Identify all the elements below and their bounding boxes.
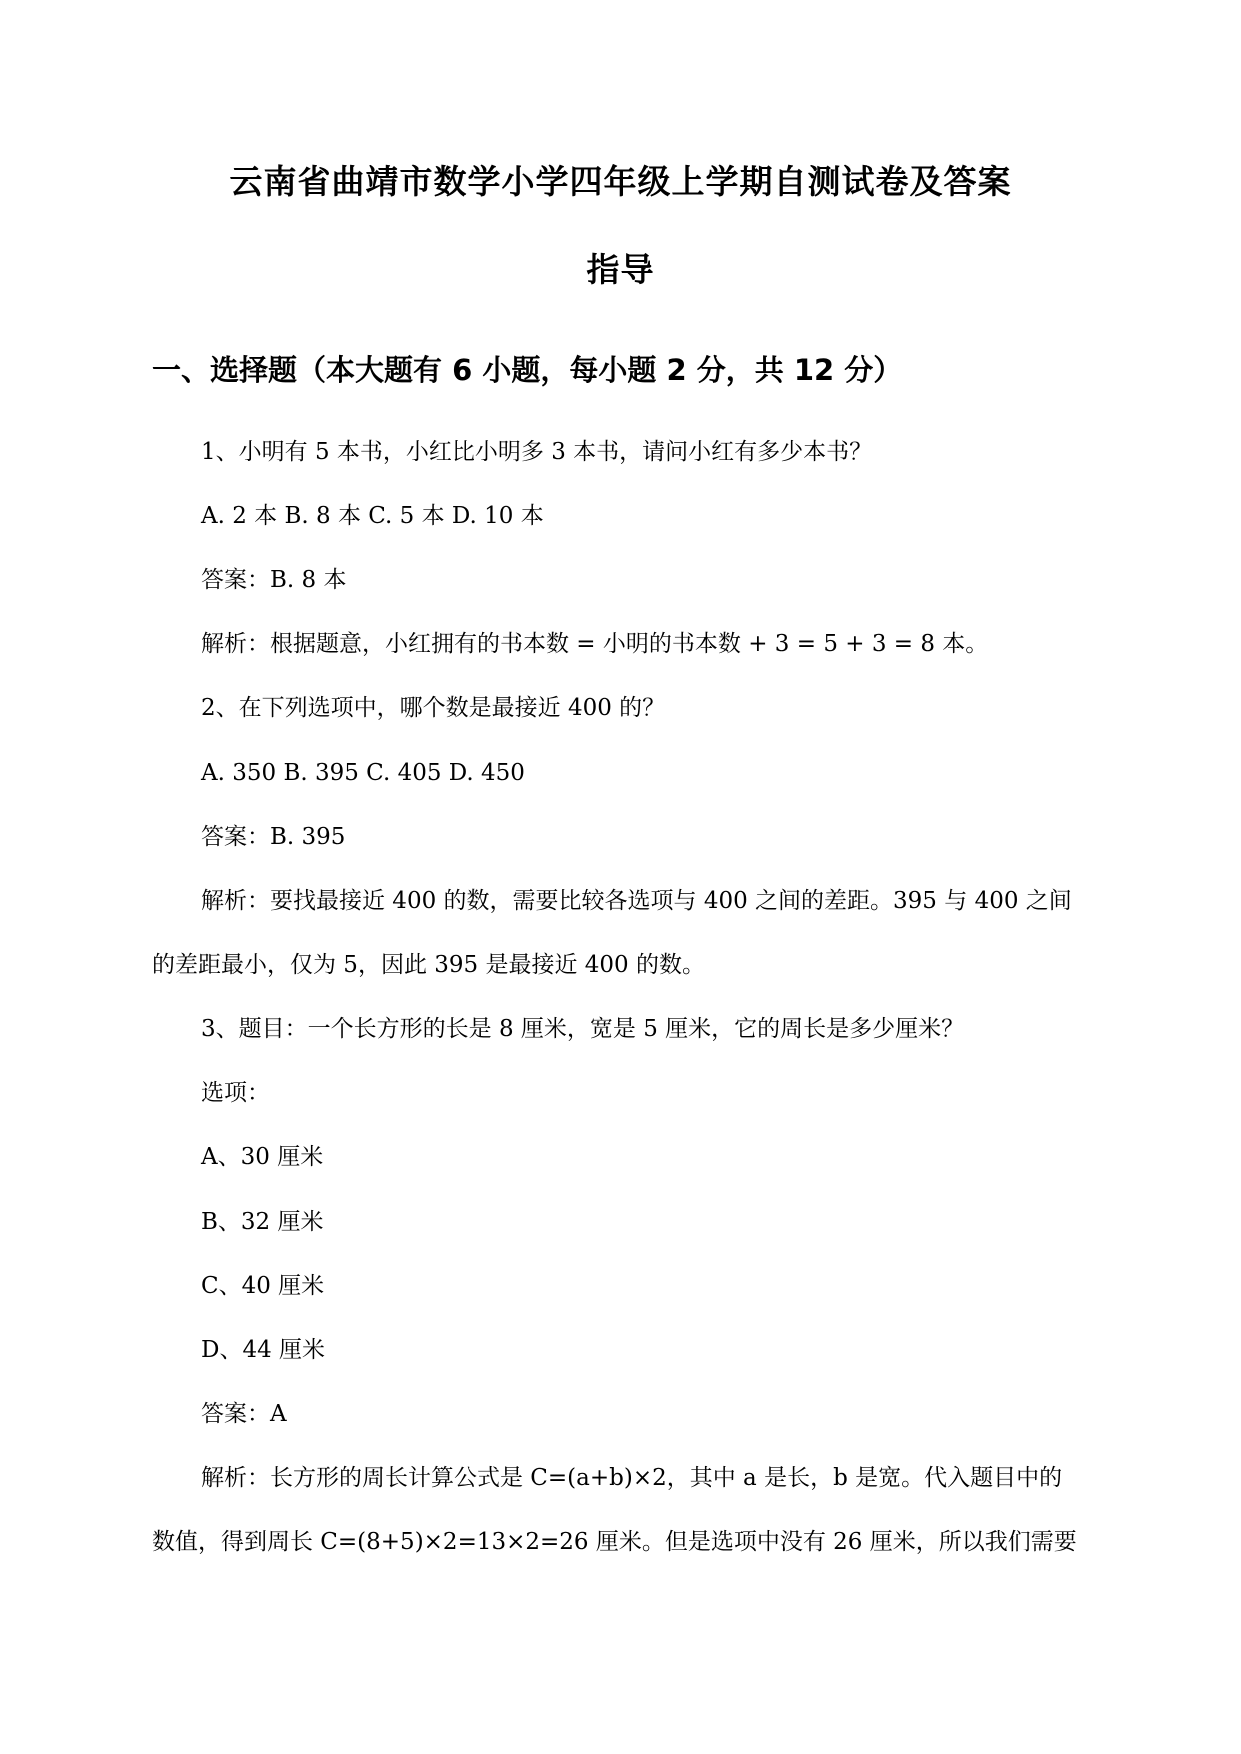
document-title-continued: 指导: [586, 250, 655, 289]
question-2-analysis-line-1: 解析：要找最接近 400 的数，需要比较各选项与 400 之间的差距。395 与 400 之间: [201, 888, 1072, 914]
question-1-options: A. 2 本 B. 8 本 C. 5 本 D. 10 本: [201, 503, 544, 529]
question-1-text: 1、小明有 5 本书，小红比小明多 3 本书，请问小红有多少本书？: [201, 439, 873, 465]
question-1-answer: 答案：B. 8 本: [201, 567, 347, 593]
question-2-options: A. 350 B. 395 C. 405 D. 450: [201, 760, 525, 786]
section-heading-multiple-choice: 一、选择题（本大题有 6 小题，每小题 2 分，共 12 分）: [152, 353, 903, 387]
document-title: 云南省曲靖市数学小学四年级上学期自测试卷及答案: [229, 162, 1012, 201]
question-2-answer: 答案：B. 395: [201, 824, 346, 850]
question-2-analysis-line-2: 的差距最小，仅为 5，因此 395 是最接近 400 的数。: [152, 952, 705, 978]
question-2-text: 2、在下列选项中，哪个数是最接近 400 的？: [201, 695, 666, 721]
question-3-answer: 答案：A: [201, 1401, 287, 1427]
question-3-option-a: A、30 厘米: [201, 1144, 324, 1170]
question-3-analysis-line-2: 数值，得到周长 C=(8+5)×2=13×2=26 厘米。但是选项中没有 26 厘米，所以我们需要: [152, 1529, 1077, 1555]
question-3-option-b: B、32 厘米: [201, 1209, 324, 1235]
question-3-option-c: C、40 厘米: [201, 1273, 325, 1299]
question-3-options-label: 选项：: [201, 1080, 270, 1106]
question-1-analysis: 解析：根据题意，小红拥有的书本数 = 小明的书本数 + 3 = 5 + 3 = 8 本。: [201, 631, 989, 657]
question-3-analysis-line-1: 解析：长方形的周长计算公式是 C=(a+b)×2，其中 a 是长，b 是宽。代入题目中的: [201, 1465, 1063, 1491]
question-3-text: 3、题目：一个长方形的长是 8 厘米，宽是 5 厘米，它的周长是多少厘米？: [201, 1016, 965, 1042]
question-3-option-d: D、44 厘米: [201, 1337, 326, 1363]
